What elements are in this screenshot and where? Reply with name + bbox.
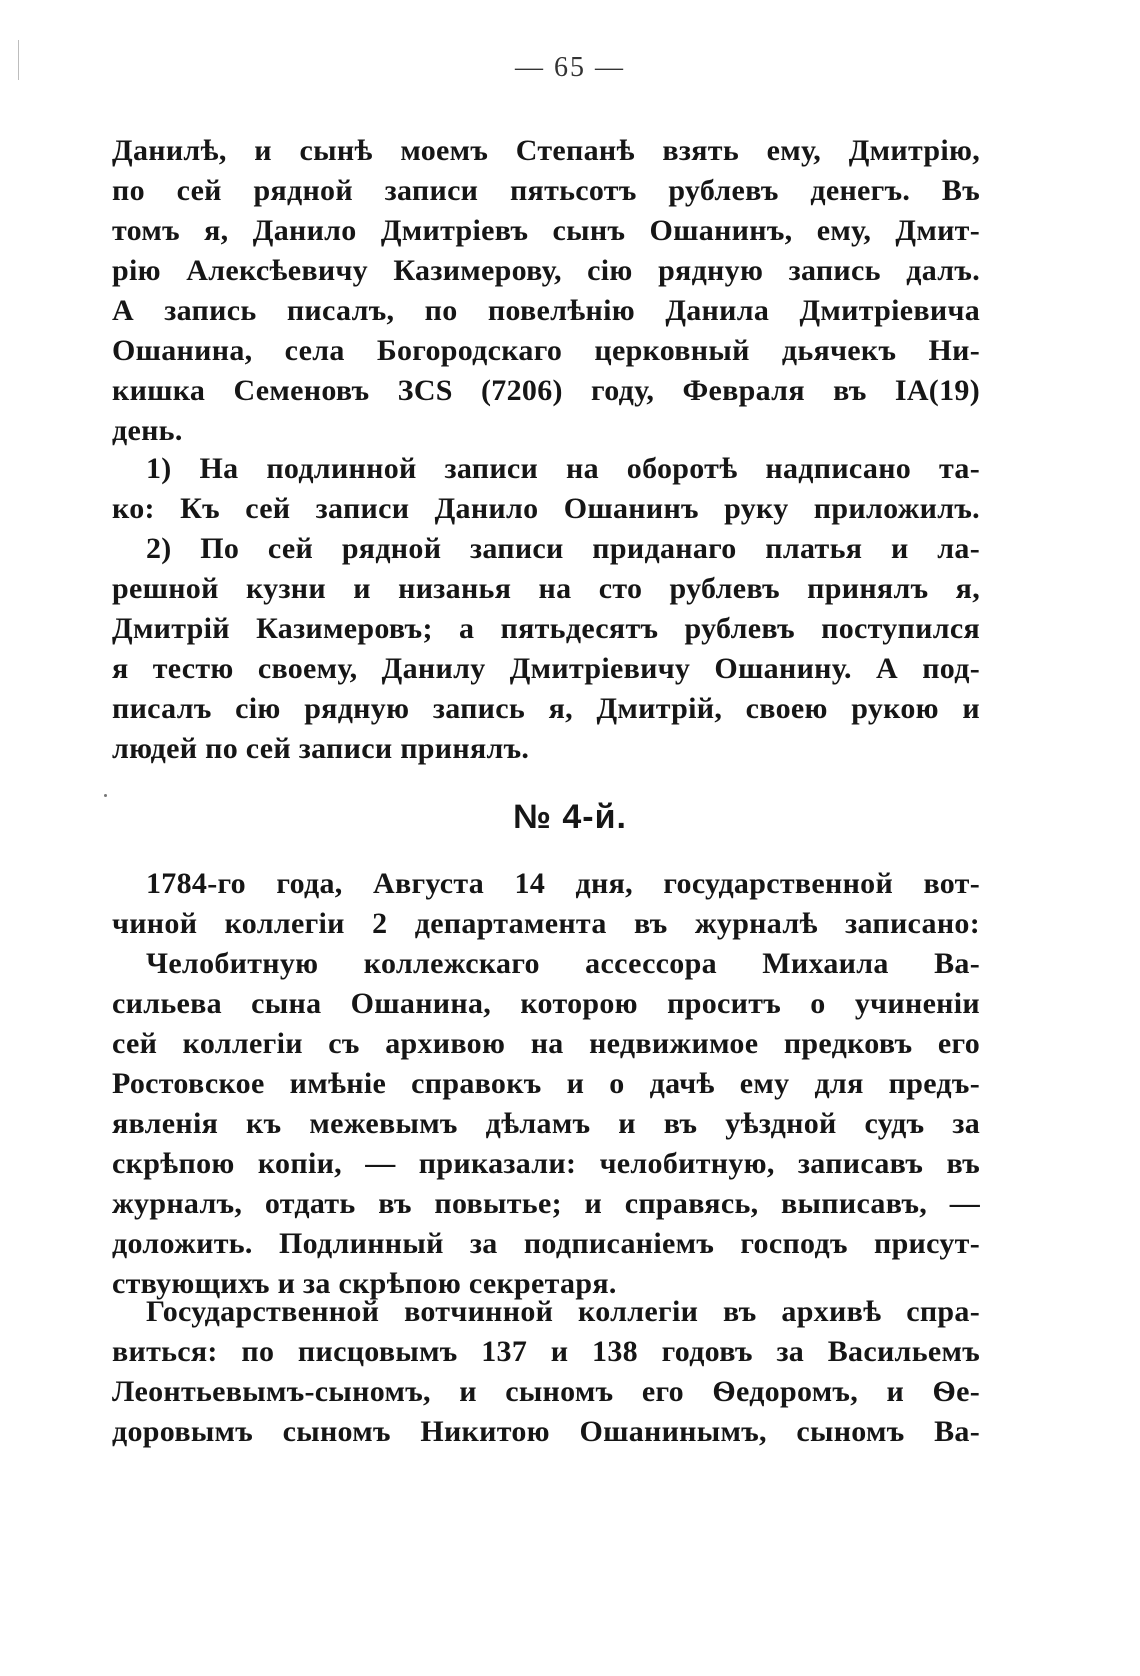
text-line: рію Алексѣевичу Казимерову, сію рядную запись далъ. <box>112 254 980 287</box>
section-heading: № 4-й. <box>513 798 627 836</box>
notes <box>112 449 980 769</box>
footnote-line: 1) На подлинной записи на оборотѣ надписано та- <box>146 452 980 485</box>
scan-speck <box>104 794 107 797</box>
text-line: Государственной вотчинной коллегіи въ архивѣ спра- <box>146 1295 980 1328</box>
text-line: журналъ, отдать въ повытье; и справясь, выписавъ, — <box>112 1187 980 1220</box>
text-line: А запись писалъ, по повелѣнію Данила Дмитріевича <box>112 294 980 327</box>
text-line: ствующихъ и за скрѣпою секретаря. <box>112 1267 617 1300</box>
section-body <box>112 864 980 1304</box>
text-line: кишка Семеновъ ЗСS (7206) году, Февраля въ ІА(19) <box>112 374 980 407</box>
text-line: Данилѣ, и сынѣ моемъ Степанѣ взять ему, Дмитрію, <box>112 134 980 167</box>
footnote-line: я тестю своему, Данилу Дмитріевичу Ошанину. А под- <box>112 652 980 685</box>
text-line: Челобитную коллежскаго ассессора Михаила Ва- <box>146 947 980 980</box>
text-line: Ошанина, села Богородскаго церковный дьячекъ Ни- <box>112 334 980 367</box>
footnote-line: людей по сей записи принялъ. <box>112 732 530 765</box>
footnote-line: ко: Къ сей записи Данило Ошанинъ руку приложилъ. <box>112 492 980 525</box>
page-number: — 65 — <box>515 52 625 83</box>
text-line: чиной коллегіи 2 департамента въ журналѣ записано: <box>112 907 980 940</box>
text-line: доложить. Подлинный за подписаніемъ господъ присут- <box>112 1227 980 1260</box>
text-line: томъ я, Данило Дмитріевъ сынъ Ошанинъ, ему, Дмит- <box>112 214 980 247</box>
paragraph-main <box>112 131 980 451</box>
text-line: день. <box>112 414 183 447</box>
text-line: по сей рядной записи пятьсотъ рублевъ денегъ. Въ <box>112 174 980 207</box>
footnote-line: 2) По сей рядной записи приданаго платья и ла- <box>146 532 980 565</box>
footnote-line: решной кузни и низанья на сто рублевъ принялъ я, <box>112 572 980 605</box>
text-line: явленія къ межевымъ дѣламъ и въ уѣздной судъ за <box>112 1107 980 1140</box>
text-line: скрѣпою копіи, — приказали: челобитную, записавъ въ <box>112 1147 980 1180</box>
text-line: Леонтьевымъ-сыномъ, и сыномъ его Ѳедоромъ, и Ѳе- <box>112 1375 980 1408</box>
text-line: 1784-го года, Августа 14 дня, государственной вот- <box>146 867 980 900</box>
footnote-line: Дмитрій Казимеровъ; а пятьдесятъ рублевъ поступился <box>112 612 980 645</box>
text-line: виться: по писцовымъ 137 и 138 годовъ за Васильемъ <box>112 1335 980 1368</box>
text-line: сей коллегіи съ архивою на недвижимое предковъ его <box>112 1027 980 1060</box>
text-line: Ростовское имѣніе справокъ и о дачѣ ему для предъ- <box>112 1067 980 1100</box>
archive-paragraph <box>112 1292 980 1452</box>
text-line: сильева сына Ошанина, которою проситъ о учиненіи <box>112 987 980 1020</box>
text-line: доровымъ сыномъ Никитою Ошанинымъ, сыномъ Ва- <box>112 1415 980 1448</box>
footnote-line: писалъ сію рядную запись я, Дмитрій, своею рукою и <box>112 692 980 725</box>
